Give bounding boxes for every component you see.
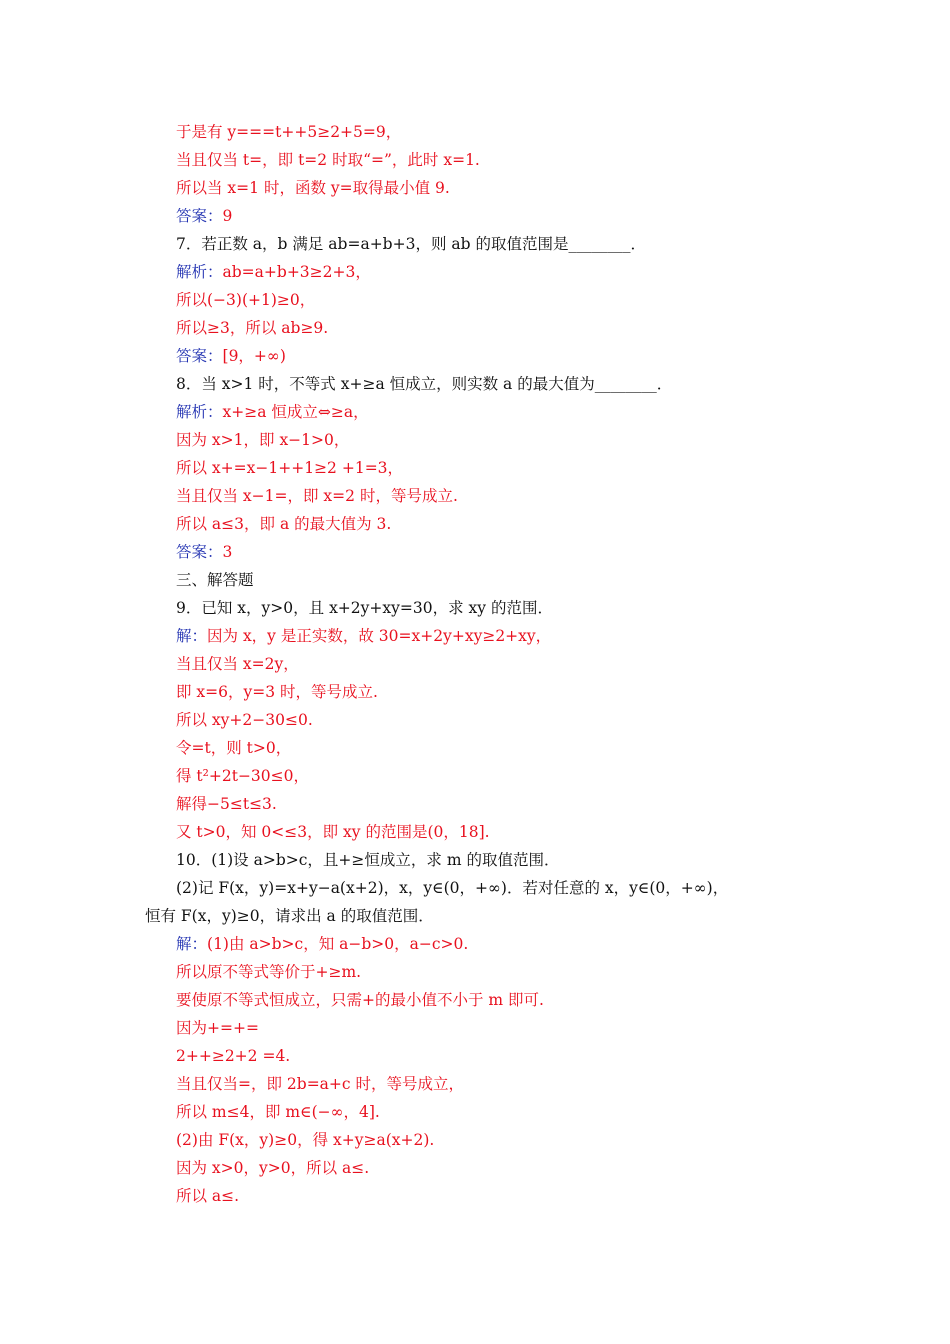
solution-line: 得 t²+2t−30≤0， [176, 767, 310, 785]
analysis-line [176, 262, 371, 282]
solution-line: 当且仅当 x=2y， [176, 655, 299, 673]
solution-line: 当且仅当 t=，即 t=2 时取“=”，此时 x=1. [176, 151, 480, 169]
question-10-part-2-continued: 恒有 F(x，y)≥0，请求出 a 的取值范围． [145, 907, 434, 925]
answer-value: [9，+∞) [222, 347, 286, 365]
solution-line: 当且仅当 x−1=，即 x=2 时，等号成立. [176, 487, 458, 505]
solution-line: 当且仅当=，即 2b=a+c 时，等号成立， [176, 1075, 465, 1093]
question-8: 8．当 x>1 时，不等式 x+≥a 恒成立，则实数 a 的最大值为________． [176, 375, 673, 393]
solution-line: 2++≥2+2 =4. [176, 1047, 291, 1065]
analysis-text: x+≥a 恒成立⇔≥a， [222, 403, 369, 421]
solution-line: 所以 a≤3，即 a 的最大值为 3. [176, 515, 392, 533]
solution-line [176, 934, 468, 954]
solution-line: 因为+=+= [176, 1019, 259, 1037]
solution-line: 所以当 x=1 时，函数 y=取得最小值 9. [176, 179, 450, 197]
solution-line: 所以≥3，所以 ab≥9. [176, 319, 329, 337]
solution-text: (1)由 a>b>c，知 a−b>0，a−c>0. [207, 935, 469, 953]
answer-label: 答案： [176, 207, 223, 225]
question-9: 9．已知 x，y>0，且 x+2y+xy=30，求 xy 的范围． [176, 599, 553, 617]
solution-line: 即 x=6，y=3 时，等号成立. [176, 683, 378, 701]
solution-line: 所以 xy+2−30≤0. [176, 711, 313, 729]
solution-line: 所以 a≤. [176, 1187, 240, 1205]
analysis-label: 解析： [176, 263, 223, 281]
analysis-label: 解析： [176, 403, 223, 421]
question-10-part-1: 10．(1)设 a>b>c，且+≥恒成立，求 m 的取值范围． [176, 851, 560, 869]
analysis-line [176, 402, 369, 422]
solution-line: 所以(−3)(+1)≥0， [176, 291, 316, 309]
answer-label: 答案： [176, 347, 223, 365]
answer-value: 3 [222, 543, 233, 561]
answer-line [176, 206, 232, 226]
solution-line: 所以 x+=x−1++1≥2 +1=3， [176, 459, 404, 477]
solution-line: (2)由 F(x，y)≥0，得 x+y≥a(x+2). [176, 1131, 435, 1149]
solution-label: 解： [176, 627, 208, 645]
answer-label: 答案： [176, 543, 223, 561]
question-10-part-2: (2)记 F(x，y)=x+y−a(x+2)，x，y∈(0，+∞)．若对任意的 x，y∈(0，+∞)， [176, 879, 729, 897]
solution-line: 解得−5≤t≤3. [176, 795, 277, 813]
answer-line [176, 346, 286, 366]
solution-line [176, 626, 551, 646]
analysis-text: ab=a+b+3≥2+3， [222, 263, 371, 281]
solution-line: 于是有 y===t++5≥2+5=9， [176, 123, 402, 141]
solution-line: 令=t，则 t>0， [176, 739, 292, 757]
answer-value: 9 [222, 207, 233, 225]
solution-line: 所以 m≤4，即 m∈(−∞，4]. [176, 1103, 380, 1121]
solution-line: 所以原不等式等价于+≥m. [176, 963, 362, 981]
solution-line: 因为 x>1，即 x−1>0， [176, 431, 350, 449]
solution-label: 解： [176, 935, 208, 953]
solution-line: 要使原不等式恒成立，只需+的最小值不小于 m 即可. [176, 991, 544, 1009]
solution-line: 又 t>0，知 0<≤3，即 xy 的范围是(0，18]. [176, 823, 490, 841]
answer-line [176, 542, 232, 562]
solution-line: 因为 x>0，y>0，所以 a≤. [176, 1159, 370, 1177]
solution-text: 因为 x，y 是正实数，故 30=x+2y+xy≥2+xy， [207, 627, 552, 645]
question-7: 7．若正数 a，b 满足 ab=a+b+3，则 ab 的取值范围是________． [176, 235, 646, 253]
section-heading: 三、解答题 [176, 571, 254, 589]
